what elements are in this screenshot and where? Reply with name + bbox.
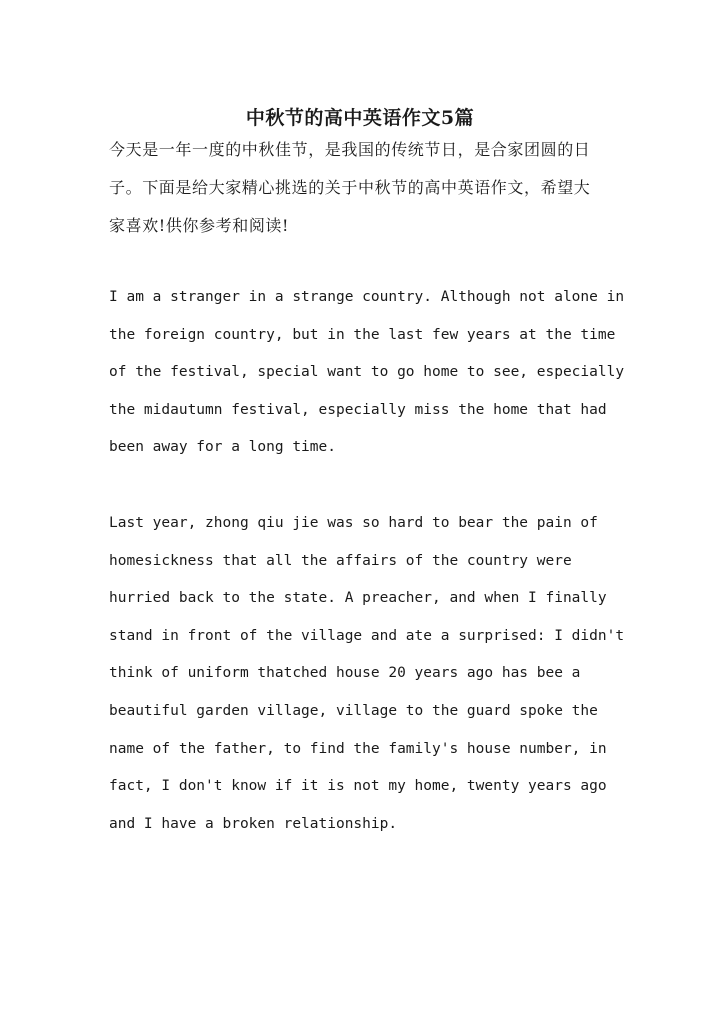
paragraph-line: beautiful garden village, village to the guard spoke the	[109, 702, 598, 719]
intro-line: 今天是一年一度的中秋佳节，是我国的传统节日，是合家团圆的日	[109, 140, 591, 159]
intro-line: 家喜欢!供你参考和阅读!	[109, 216, 290, 235]
body-paragraph-2	[109, 505, 625, 843]
paragraph-line: fact, I don't know if it is not my home, twenty years ago	[109, 778, 607, 795]
intro-line: 子。下面是给大家精心挑选的关于中秋节的高中英语作文，希望大	[109, 178, 591, 197]
paragraph-line: hurried back to the state. A preacher, and when I finally	[109, 590, 607, 607]
body-paragraph-1	[109, 279, 625, 467]
paragraph-line: name of the father, to find the family's house number, in	[109, 740, 607, 757]
paragraph-line: Last year, zhong qiu jie was so hard to bear the pain of	[109, 515, 598, 531]
paragraph-line: the midautumn festival, especially miss the home that had	[109, 401, 607, 418]
paragraph-line: homesickness that all the affairs of the country were	[109, 552, 572, 569]
paragraph-line: the foreign country, but in the last few years at the time	[109, 326, 616, 343]
intro-paragraph	[109, 131, 614, 245]
paragraph-line: of the festival, special want to go home to see, especially	[109, 364, 625, 381]
paragraph-line: been away for a long time.	[109, 439, 336, 456]
paragraph-line: stand in front of the village and ate a surprised: I didn't	[109, 627, 625, 644]
paragraph-line: and I have a broken relationship.	[109, 815, 398, 832]
paragraph-line: I am a stranger in a strange country. Although not alone in	[109, 289, 625, 305]
paragraph-line: think of uniform thatched house 20 years ago has bee a	[109, 665, 581, 682]
document-title: 中秋节的高中英语作文5篇	[245, 106, 475, 129]
